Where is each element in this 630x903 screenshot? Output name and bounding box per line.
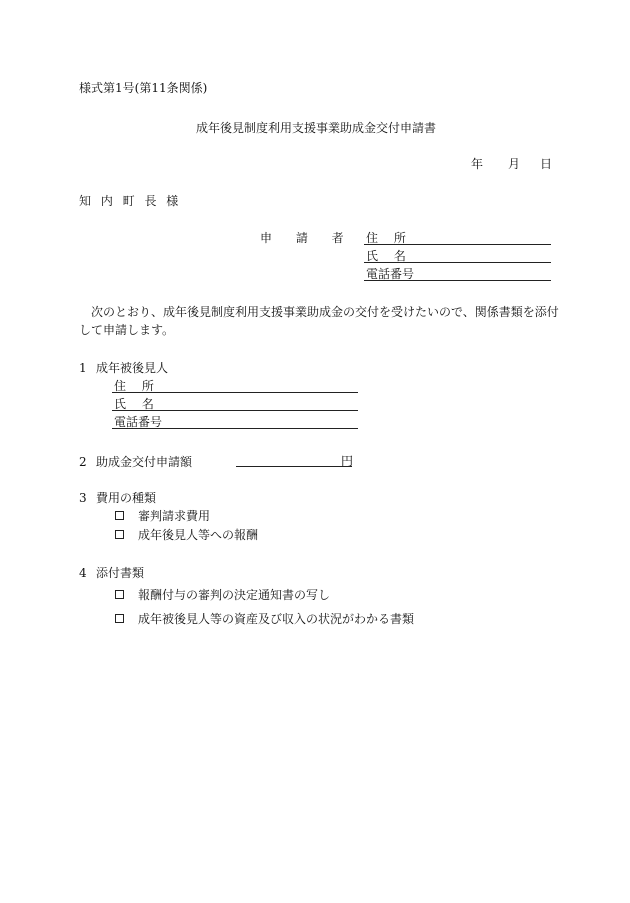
ward-address-label: 住 所 [114, 379, 154, 393]
cost-option-label-1: 審判請求費用 [138, 509, 211, 523]
date-month: 月 [508, 157, 521, 171]
body-line-1: 次のとおり、成年後見制度利用支援事業助成金の交付を受けたいので、関係書類を添付 [91, 305, 559, 319]
date-day: 日 [540, 157, 553, 171]
applicant-label: 申 請 者 [260, 231, 344, 245]
applicant-phone-line[interactable] [364, 280, 551, 281]
section-2-title: 助成金交付申請額 [96, 455, 193, 469]
cost-option-checkbox-2[interactable] [115, 530, 124, 539]
amount-unit: 円 [341, 454, 354, 468]
applicant-name-label: 氏 名 [366, 249, 406, 263]
cost-option-label-2: 成年後見人等への報酬 [138, 528, 259, 542]
ward-name-label: 氏 名 [114, 397, 154, 411]
applicant-name-line[interactable] [364, 262, 551, 263]
form-number: 様式第1号(第11条関係) [79, 81, 208, 95]
section-1-title: 成年被後見人 [96, 361, 169, 375]
body-line-2: して申請します。 [79, 323, 175, 337]
ward-phone-label: 電話番号 [114, 415, 163, 429]
section-4-number: 4 [79, 566, 87, 580]
date-year: 年 [471, 157, 484, 171]
attachment-label-2: 成年被後見人等の資産及び収入の状況がわかる書類 [138, 612, 415, 626]
attachment-label-1: 報酬付与の審判の決定通知書の写し [138, 588, 331, 602]
section-4-title: 添付書類 [96, 566, 145, 580]
applicant-phone-label: 電話番号 [366, 267, 415, 281]
amount-line[interactable] [236, 466, 352, 467]
ward-address-line[interactable] [112, 392, 358, 393]
addressee: 知 内 町 長 様 [79, 194, 179, 208]
attachment-checkbox-2[interactable] [115, 614, 124, 623]
section-3-title: 費用の種類 [96, 491, 157, 505]
ward-phone-line[interactable] [112, 428, 358, 429]
section-1-number: 1 [79, 361, 87, 375]
applicant-address-line[interactable] [364, 244, 551, 245]
applicant-address-label: 住 所 [366, 231, 406, 245]
attachment-checkbox-1[interactable] [115, 590, 124, 599]
document-title: 成年後見制度利用支援事業助成金交付申請書 [196, 121, 437, 135]
section-2-number: 2 [79, 455, 87, 469]
ward-name-line[interactable] [112, 410, 358, 411]
cost-option-checkbox-1[interactable] [115, 511, 124, 520]
section-3-number: 3 [79, 491, 87, 505]
